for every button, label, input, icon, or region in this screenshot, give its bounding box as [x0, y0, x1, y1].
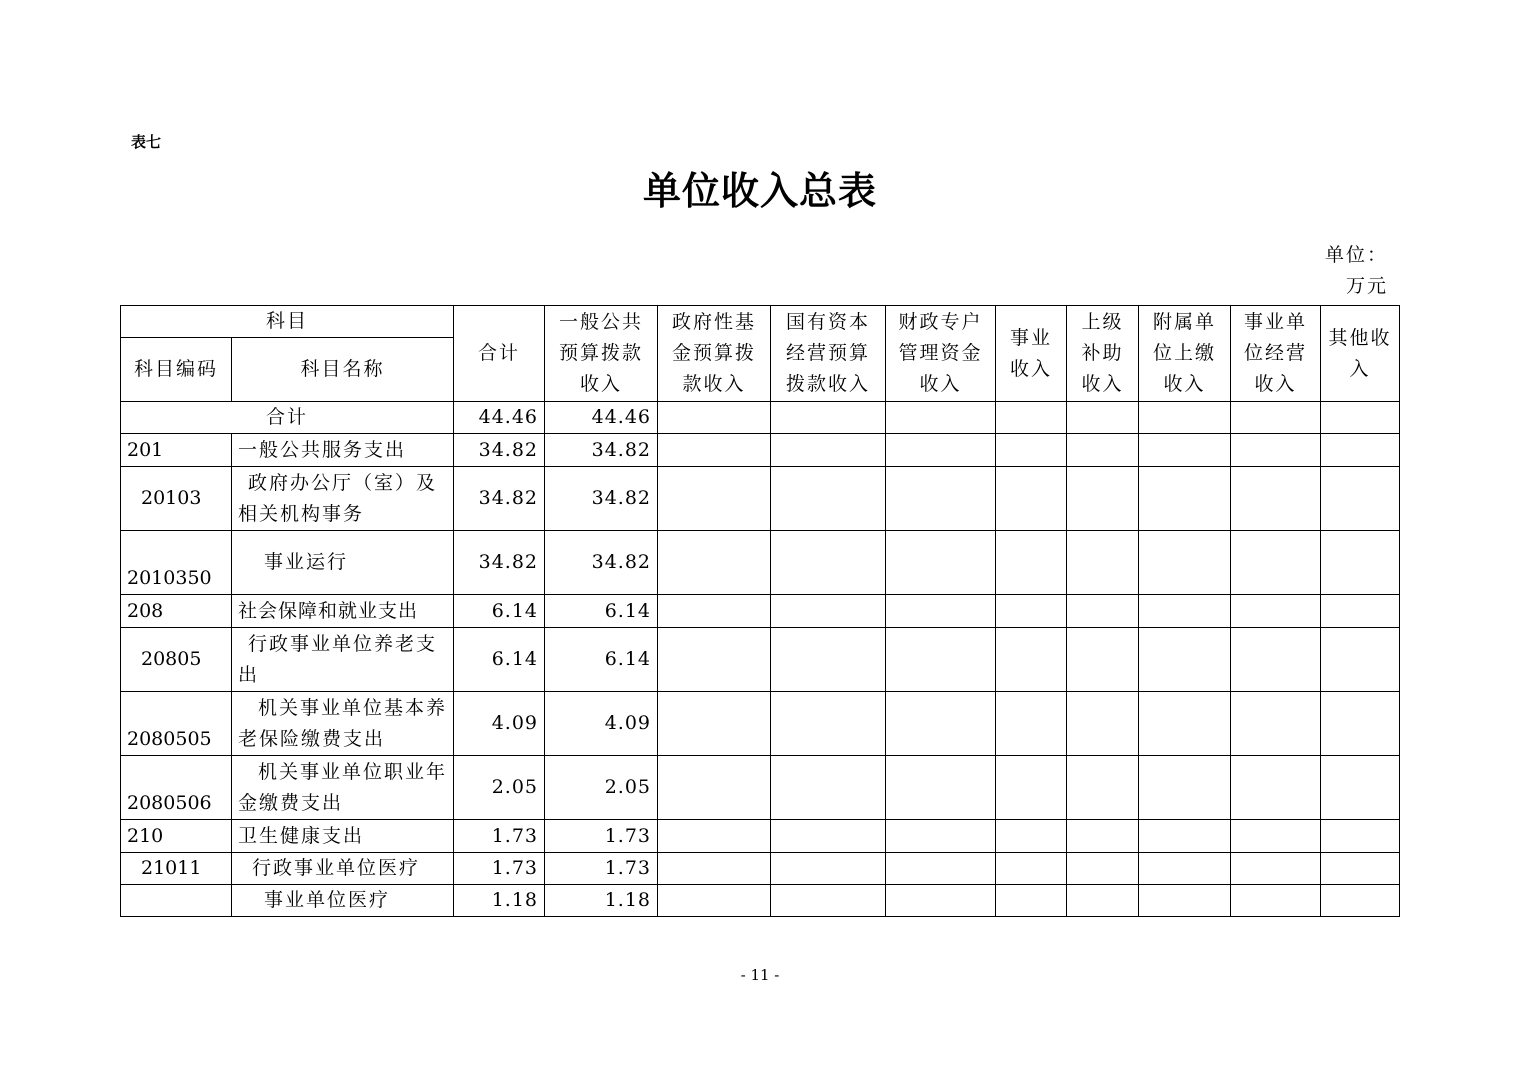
row-name: 一般公共服务支出	[232, 434, 454, 467]
row-general: 6.14	[545, 595, 658, 628]
row-total: 6.14	[454, 628, 545, 692]
row-name: 行政事业单位医疗	[232, 853, 454, 885]
table-row	[121, 756, 1400, 820]
table-row	[121, 402, 1400, 434]
table-row	[121, 853, 1400, 885]
table-row	[121, 885, 1400, 917]
header-business: 事业收入	[996, 306, 1067, 402]
table-row	[121, 628, 1400, 692]
row-total: 2.05	[454, 756, 545, 820]
page-title: 单位收入总表	[642, 168, 877, 213]
header-subject-code: 科目编码	[121, 338, 232, 402]
row-code: 2080506	[121, 756, 232, 820]
income-summary-table	[120, 305, 1400, 917]
row-name: 社会保障和就业支出	[232, 595, 454, 628]
row-code: 20103	[121, 467, 232, 531]
row-general: 1.73	[545, 820, 658, 853]
row-code: 210	[121, 820, 232, 853]
header-affiliated: 附属单位上缴收入	[1139, 306, 1231, 402]
row-code	[121, 885, 232, 917]
row-total: 34.82	[454, 531, 545, 595]
row-general: 1.18	[545, 885, 658, 917]
unit-value: 万元	[1345, 275, 1388, 297]
row-general: 34.82	[545, 467, 658, 531]
page-number: - 11 -	[740, 966, 780, 984]
table-row	[121, 434, 1400, 467]
row-name: 事业单位医疗	[232, 885, 454, 917]
row-total: 34.82	[454, 467, 545, 531]
row-general: 34.82	[545, 531, 658, 595]
unit-note	[1300, 240, 1388, 302]
row-general: 34.82	[545, 434, 658, 467]
table-row	[121, 692, 1400, 756]
header-gov-fund: 政府性基金预算拨款收入	[658, 306, 771, 402]
row-name: 事业运行	[232, 531, 454, 595]
table-row	[121, 467, 1400, 531]
header-business-operation: 事业单位经营收入	[1231, 306, 1321, 402]
row-code: 2080505	[121, 692, 232, 756]
row-code: 21011	[121, 853, 232, 885]
row-total: 1.73	[454, 820, 545, 853]
row-general: 44.46	[545, 402, 658, 434]
header-subject: 科目	[121, 306, 454, 338]
row-general: 4.09	[545, 692, 658, 756]
row-total: 1.18	[454, 885, 545, 917]
header-subject-name: 科目名称	[232, 338, 454, 402]
row-total: 4.09	[454, 692, 545, 756]
row-name: 卫生健康支出	[232, 820, 454, 853]
header-state-capital: 国有资本经营预算拨款收入	[771, 306, 886, 402]
header-fiscal-special: 财政专户管理资金收入	[886, 306, 996, 402]
header-superior-subsidy: 上级补助收入	[1067, 306, 1139, 402]
row-general: 6.14	[545, 628, 658, 692]
header-general-budget: 一般公共预算拨款收入	[545, 306, 658, 402]
row-name: 合计	[121, 402, 454, 434]
table-row	[121, 820, 1400, 853]
table-row	[121, 531, 1400, 595]
table-row	[121, 595, 1400, 628]
row-name: 机关事业单位基本养老保险缴费支出	[232, 692, 454, 756]
row-general: 2.05	[545, 756, 658, 820]
row-general: 1.73	[545, 853, 658, 885]
row-total: 34.82	[454, 434, 545, 467]
table-label: 表七	[131, 133, 162, 151]
row-name: 政府办公厅（室）及相关机构事务	[232, 467, 454, 531]
header-other: 其他收入	[1321, 306, 1400, 402]
row-code: 2010350	[121, 531, 232, 595]
row-total: 6.14	[454, 595, 545, 628]
row-code: 208	[121, 595, 232, 628]
row-total: 1.73	[454, 853, 545, 885]
row-code: 201	[121, 434, 232, 467]
row-name: 机关事业单位职业年金缴费支出	[232, 756, 454, 820]
row-total: 44.46	[454, 402, 545, 434]
row-code: 20805	[121, 628, 232, 692]
unit-label: 单位：	[1324, 244, 1388, 266]
header-total: 合计	[454, 306, 545, 402]
row-name: 行政事业单位养老支出	[232, 628, 454, 692]
